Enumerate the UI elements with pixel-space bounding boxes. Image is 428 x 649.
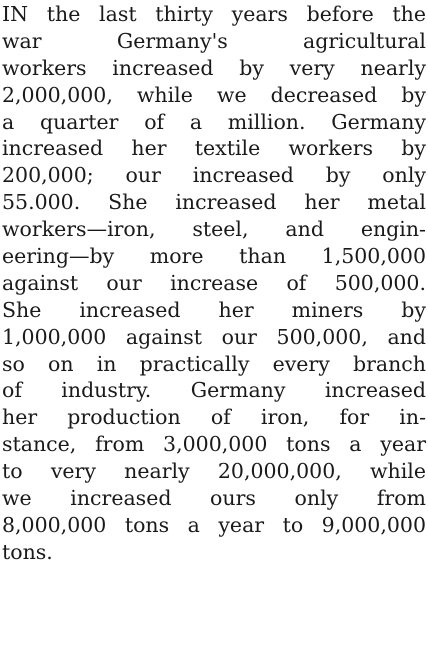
text-line: 200,000; our increased by only — [2, 163, 426, 188]
text-line: stance, from 3,000,000 tons a year — [2, 432, 426, 457]
text-line: her production of iron, for in- — [2, 405, 426, 430]
text-line: workers increased by very nearly — [2, 55, 426, 80]
text-line: war Germany's agricultural — [2, 28, 426, 53]
text-line: 8,000,000 tons a year to 9,000,000 — [2, 512, 426, 537]
text-line: workers—iron, steel, and engin- — [2, 217, 426, 242]
text-line: of industry. Germany increased — [2, 378, 426, 403]
text-line: 55.000. She increased her metal — [2, 190, 426, 215]
article-paragraph — [2, 1, 426, 566]
text-line: IN the last thirty years before the — [2, 2, 426, 26]
text-line: so on in practically every branch — [2, 351, 426, 376]
text-line: a quarter of a million. Germany — [2, 109, 426, 134]
text-line: eering—by more than 1,500,000 — [2, 244, 426, 269]
text-line: increased her textile workers by — [2, 136, 426, 161]
text-line-last: tons. — [2, 539, 53, 564]
text-line: She increased her miners by — [2, 297, 426, 322]
text-line: against our increase of 500,000. — [2, 270, 426, 295]
text-line: 2,000,000, while we decreased by — [2, 82, 426, 107]
text-line: we increased ours only from — [2, 486, 426, 511]
text-line: 1,000,000 against our 500,000, and — [2, 324, 426, 349]
text-line: to very nearly 20,000,000, while — [2, 459, 426, 484]
